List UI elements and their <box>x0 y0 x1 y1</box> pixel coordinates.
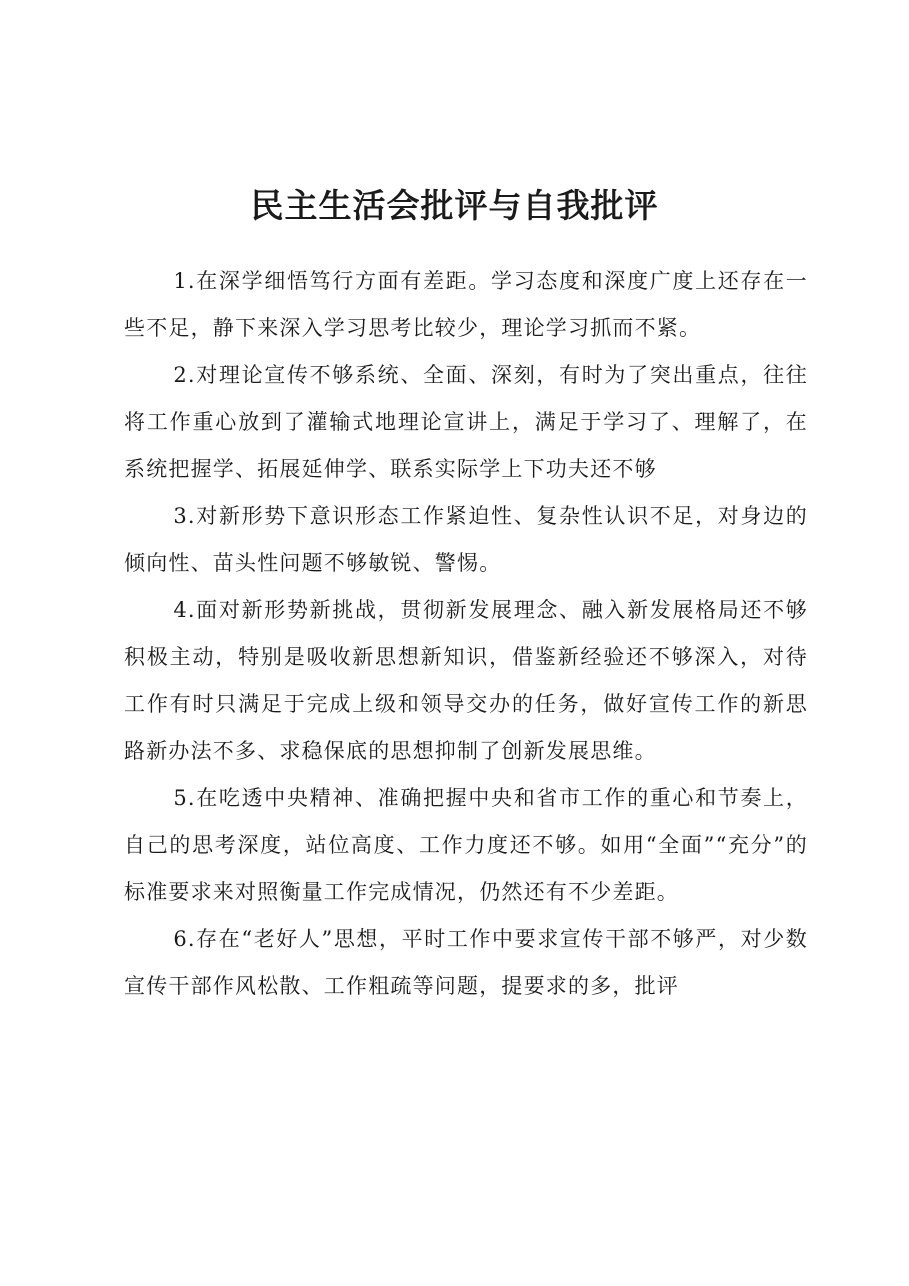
paragraph-5: 5.在吃透中央精神、准确把握中央和省市工作的重心和节奏上，自己的思考深度，站位高度、工作力度还不够。如用“全面”“充分”的标准要求来对照衡量工作完成情况，仍然还有不少差距。 <box>124 786 808 904</box>
document-body <box>124 258 808 1010</box>
document-title: 民主生活会批评与自我批评 <box>250 186 659 225</box>
paragraph-3: 3.对新形势下意识形态工作紧迫性、复杂性认识不足，对身边的倾向性、苗头性问题不够敏锐、警惕。 <box>124 504 808 575</box>
paragraph-1: 1.在深学细悟笃行方面有差距。学习态度和深度广度上还存在一些不足，静下来深入学习思考比较少，理论学习抓而不紧。 <box>124 269 808 340</box>
paragraph-6: 6.存在“老好人”思想，平时工作中要求宣传干部不够严，对少数宣传干部作风松散、工作粗疏等问题，提要求的多，批评 <box>124 927 808 998</box>
paragraph-2: 2.对理论宣传不够系统、全面、深刻，有时为了突出重点，往往将工作重心放到了灌输式地理论宣讲上，满足于学习了、理解了，在系统把握学、拓展延伸学、联系实际学上下功夫还不够 <box>124 363 808 481</box>
paragraph-4: 4.面对新形势新挑战，贯彻新发展理念、融入新发展格局还不够积极主动，特别是吸收新思想新知识，借鉴新经验还不够深入，对待工作有时只满足于完成上级和领导交办的任务，做好宣传工作的新思路新办法不多、求稳保底的思想抑制了创新发展思维。 <box>124 598 808 763</box>
